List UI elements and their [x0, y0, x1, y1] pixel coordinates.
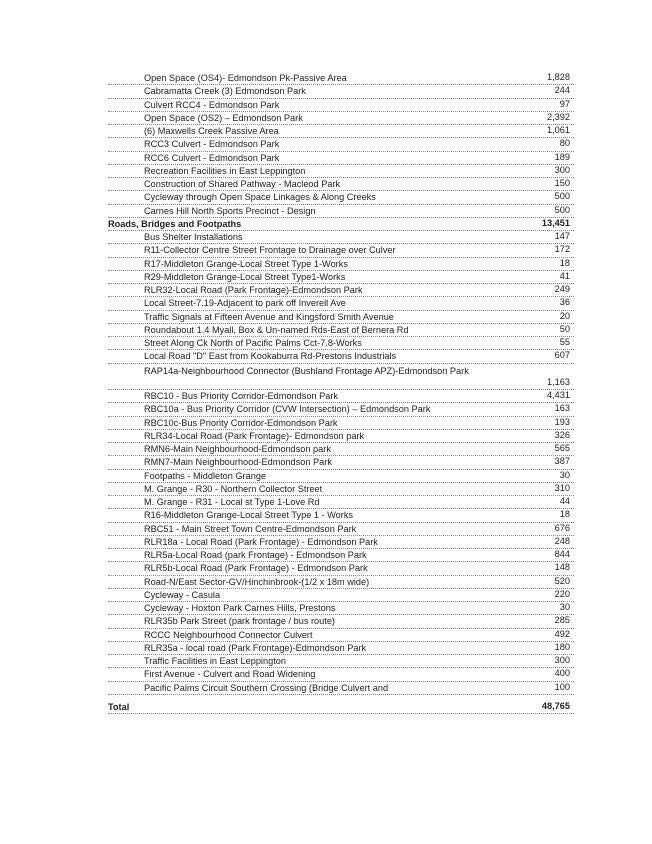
table-row: [108, 337, 574, 350]
row-label: Construction of Shared Pathway - Macleod Park: [144, 179, 341, 189]
row-value: 13,451: [541, 217, 570, 228]
row-value: 387: [554, 456, 570, 467]
table-row: [108, 125, 574, 138]
row-label: Roundabout 1.4 Myall, Box & Un-named Rds-East of Bernera Rd: [144, 324, 409, 335]
row-value: 48,765: [541, 700, 570, 711]
table-row: [108, 655, 574, 668]
row-value: 41: [559, 270, 570, 281]
row-label: Cycleway - Casula: [144, 589, 221, 600]
table-row: [108, 483, 574, 496]
row-label: RCC6 Culvert - Edmondson Park: [144, 152, 280, 163]
table-row: [108, 112, 574, 125]
table-row: [108, 364, 574, 391]
row-value: 18: [559, 257, 570, 268]
row-value: 172: [554, 244, 570, 255]
row-label: Recreation Facilities in East Leppington: [144, 165, 306, 176]
total-row: [108, 701, 574, 714]
row-value: 500: [554, 204, 570, 215]
table-row: [108, 99, 574, 112]
row-value: 148: [554, 562, 570, 573]
row-value: 100: [554, 681, 570, 692]
table-row: [108, 231, 574, 244]
row-label: RMN6-Main Neighbourhood-Edmondson park: [144, 444, 331, 454]
table-row: [108, 417, 574, 430]
row-label: R17-Middleton Grange-Local Street Type 1-Works: [144, 258, 348, 269]
row-value: 97: [559, 98, 570, 109]
table-row: [108, 191, 574, 204]
row-label: M. Grange - R30 - Northern Collector Street: [144, 483, 323, 494]
row-label: Local Street-7.19-Adjacent to park off Inverell Ave: [144, 298, 346, 309]
row-value: 180: [554, 641, 570, 652]
row-value: 44: [559, 496, 570, 506]
row-label: Cabramatta Creek (3) Edmondson Park: [144, 86, 306, 97]
table-row: [108, 284, 574, 297]
row-value: 189: [554, 151, 570, 162]
row-label: RBC51 - Main Street Town Centre-Edmondson Park: [144, 523, 357, 534]
row-value: 1,828: [547, 72, 570, 82]
section-heading-row: [108, 218, 574, 231]
row-label: RLR5b-Local Road (Park Frontage) - Edmondson Park: [144, 563, 368, 574]
table-row: [108, 178, 574, 191]
row-label: R29-Middleton Grange-Local Street Type1-Works: [144, 271, 346, 282]
row-label: First Avenue - Culvert and Road Widening: [144, 669, 316, 680]
row-label: M. Grange - R31 - Local st Type 1-Love Rd: [144, 497, 320, 507]
row-value: 50: [559, 323, 570, 334]
table-row: [108, 205, 574, 218]
row-value: 520: [554, 575, 570, 586]
row-value: 30: [559, 469, 570, 480]
table-row: [108, 443, 574, 456]
row-value: 163: [554, 403, 570, 414]
row-label: RLR18a - Local Road (Park Frontage) - Edmondson Park: [144, 536, 378, 547]
row-label: RCC3 Culvert - Edmondson Park: [144, 139, 280, 150]
table-row: [108, 138, 574, 151]
row-value: 310: [554, 482, 570, 493]
row-value: 80: [559, 138, 570, 149]
row-value: 244: [554, 85, 570, 96]
row-value: 1,163: [547, 376, 570, 387]
row-label: RLR5a-Local Road (park Frontage) - Edmondson Park: [144, 550, 367, 560]
row-label: RBC10a - Bus Priority Corridor (CVW Intersection) – Edmondson Park: [144, 404, 431, 415]
table-row: [108, 85, 574, 98]
table-row: [108, 350, 574, 363]
row-value: 20: [559, 310, 570, 321]
row-value: 36: [559, 297, 570, 308]
table-row: [108, 536, 574, 549]
row-label: RAP14a-Neighbourhood Connector (Bushland Frontage APZ)-Edmondson Park: [144, 365, 469, 376]
row-value: 285: [554, 615, 570, 626]
row-value: 300: [554, 655, 570, 665]
table-row: [108, 589, 574, 602]
table-row: [108, 258, 574, 271]
row-label: Open Space (OS4)- Edmondson Pk-Passive Area: [144, 73, 347, 83]
row-value: 2,392: [547, 111, 570, 122]
table-row: [108, 682, 574, 695]
table-row: [108, 244, 574, 257]
row-label: Open Space (OS2) – Edmondson Park: [144, 112, 303, 123]
row-value: 400: [554, 668, 570, 679]
table-row: [108, 271, 574, 284]
row-label: Total: [108, 701, 130, 712]
table-row: [108, 390, 574, 403]
row-label: Road-N/East Sector-GV/Hinchinbrook-(1/2 x 18m wide): [144, 576, 370, 587]
row-value: 4,431: [547, 390, 570, 400]
table-row: [108, 668, 574, 681]
row-label: Traffic Facilities in East Leppington: [144, 656, 286, 666]
table-row: [108, 549, 574, 562]
row-label: Culvert RCC4 - Edmondson Park: [144, 99, 280, 110]
table-row: [108, 324, 574, 337]
table-row: [108, 642, 574, 655]
row-label: Traffic Signals at Fifteen Avenue and Kingsford Smith Avenue: [144, 311, 394, 322]
row-label: R16-Middleton Grange-Local Street Type 1 - Works: [144, 510, 354, 521]
table-row: [108, 456, 574, 469]
row-label: Carnes Hill North Sports Precinct - Design: [144, 205, 316, 216]
table-row: [108, 72, 574, 85]
row-label: RLR34-Local Road (Park Frontage)- Edmondson park: [144, 430, 365, 441]
row-value: 492: [554, 628, 570, 639]
row-value: 249: [554, 284, 570, 294]
row-value: 248: [554, 535, 570, 546]
row-label: RLR35b Park Street (park frontage / bus route): [144, 616, 335, 627]
row-label: Roads, Bridges and Footpaths: [108, 218, 242, 229]
table-row: [108, 602, 574, 615]
row-value: 193: [554, 416, 570, 427]
row-label: RMN7-Main Neighbourhood-Edmondson Park: [144, 457, 332, 468]
row-value: 500: [554, 191, 570, 202]
table-row: [108, 576, 574, 589]
row-label: Bus Shelter Installations: [144, 232, 243, 242]
row-label: Footpaths - Middleton Grange: [144, 470, 267, 481]
row-label: (6) Maxwells Creek Passive Area: [144, 126, 279, 136]
table-row: [108, 403, 574, 416]
row-label: RLR32-Local Road (Park Frontage)-Edmondson Park: [144, 285, 363, 295]
row-value: 30: [559, 602, 570, 612]
budget-table: [108, 72, 574, 714]
row-label: RBC10 - Bus Priority Corridor-Edmondson Park: [144, 391, 339, 401]
table-row: [108, 470, 574, 483]
table-row: [108, 615, 574, 628]
row-label: Cycleway through Open Space Linkages & Along Creeks: [144, 192, 376, 203]
table-row: [108, 629, 574, 642]
row-value: 147: [554, 231, 570, 241]
table-row: [108, 562, 574, 575]
table-row: [108, 165, 574, 178]
row-value: 300: [554, 164, 570, 175]
row-value: 676: [554, 522, 570, 533]
row-label: Street Along Ck North of Pacific Palms Cct-7.8-Works: [144, 338, 362, 348]
row-label: R11-Collector Centre Street Frontage to Drainage over Culver: [144, 245, 396, 256]
table-row: [108, 430, 574, 443]
row-value: 607: [554, 350, 570, 361]
row-value: 844: [554, 549, 570, 559]
table-row: [108, 311, 574, 324]
row-value: 55: [559, 337, 570, 347]
row-value: 220: [554, 588, 570, 599]
row-value: 565: [554, 443, 570, 453]
row-value: 1,061: [547, 125, 570, 135]
table-row: [108, 152, 574, 165]
table-row: [108, 496, 574, 509]
row-label: Pacific Palms Circuit Southern Crossing (Bridge Culvert and: [144, 682, 389, 693]
table-row: [108, 509, 574, 522]
row-value: 150: [554, 178, 570, 188]
row-label: RCCC Neighbourhood Connector Culvert: [144, 629, 313, 640]
table-row: [108, 297, 574, 310]
row-label: RBC10c-Bus Priority Corridor-Edmondson Park: [144, 417, 338, 428]
row-value: 18: [559, 509, 570, 520]
row-value: 326: [554, 429, 570, 440]
row-label: Local Road "D" East from Kookaburra Rd-Prestons Industrials: [144, 351, 397, 362]
row-label: RLR35a - local road (Park Frontage)-Edmondson Park: [144, 642, 367, 653]
row-label: Cycleway - Hoxton Park Carnes Hills, Prestons: [144, 603, 336, 613]
table-row: [108, 523, 574, 536]
